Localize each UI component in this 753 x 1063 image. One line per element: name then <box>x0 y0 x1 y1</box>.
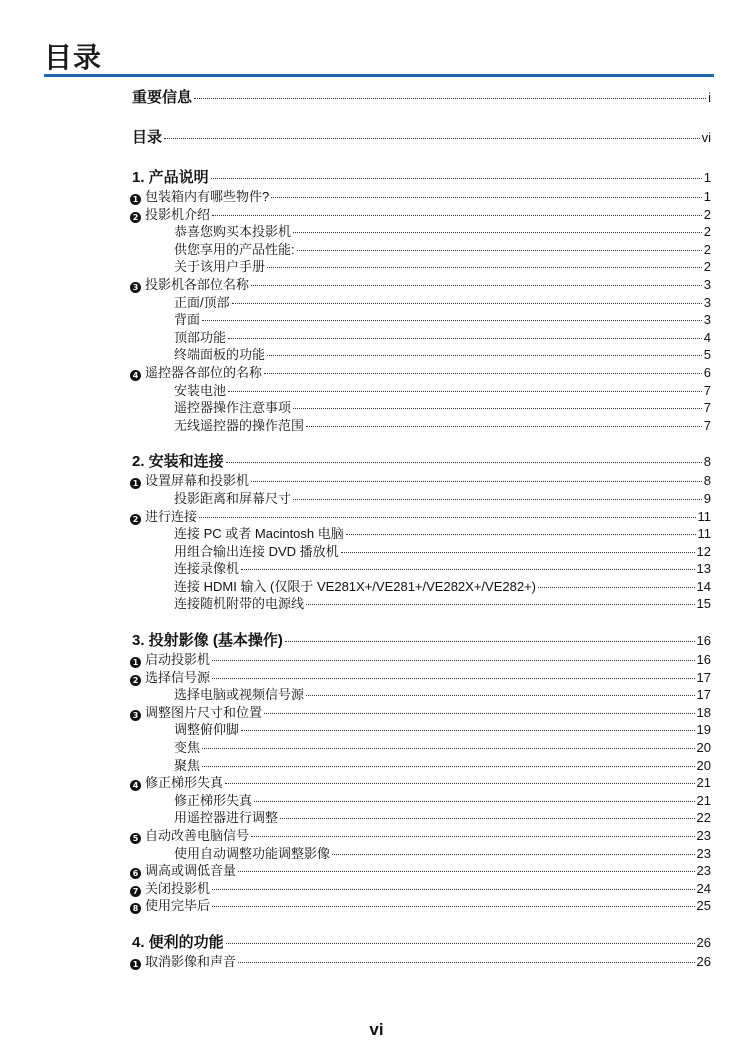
dot-leader <box>202 748 695 749</box>
dot-leader <box>332 854 695 855</box>
dot-leader <box>293 408 702 409</box>
entry-page-number: 2 <box>703 224 711 240</box>
entry-label: 修正梯形失真 <box>174 792 253 808</box>
entry-page-number: 23 <box>696 863 711 879</box>
entry-label: 取消影像和声音 <box>145 953 237 969</box>
entry-label: 设置屏幕和投影机 <box>145 473 250 489</box>
dot-leader <box>341 552 695 553</box>
toc-section-entry[interactable] <box>130 774 711 792</box>
toc-subsection-entry[interactable] <box>132 560 711 578</box>
entry-page-number: 1 <box>703 189 711 204</box>
dot-leader <box>225 783 695 784</box>
entry-label: 连接 HDMI 输入 (仅限于 VE281X+/VE281+/VE282X+/VE282+) <box>174 578 536 594</box>
entry-label: 连接 PC 或者 Macintosh 电脑 <box>174 526 344 542</box>
dot-leader <box>228 391 702 392</box>
entry-label: 调整俯仰脚 <box>174 722 240 738</box>
entry-label: 3. 投射影像 (基本操作) <box>132 632 283 650</box>
item-number-badge: 7 <box>130 886 141 897</box>
dot-leader <box>306 426 702 427</box>
entry-page-number: 8 <box>703 454 711 470</box>
toc-section-entry[interactable] <box>130 276 711 294</box>
entry-label: 终端面板的功能 <box>174 347 266 363</box>
dot-leader <box>297 250 702 251</box>
toc-subsection-entry[interactable] <box>132 809 711 827</box>
entry-page-number: 2 <box>703 206 711 222</box>
entry-page-number: 3 <box>703 312 711 328</box>
dot-leader <box>212 215 702 216</box>
toc-subsection-entry[interactable] <box>132 525 711 543</box>
entry-page-number: 9 <box>703 490 711 506</box>
item-number-badge: 2 <box>130 675 141 686</box>
item-number-badge: 2 <box>130 514 141 525</box>
entry-page-number: 21 <box>696 775 711 791</box>
entry-label: 1. 产品说明 <box>132 169 209 186</box>
entry-label: 连接录像机 <box>174 561 240 577</box>
toc-section-entry[interactable] <box>130 862 711 880</box>
entry-label: 2. 安装和连接 <box>132 453 224 471</box>
entry-label: 使用自动调整功能调整影像 <box>174 845 331 861</box>
toc-section-entry[interactable] <box>130 651 711 669</box>
entry-page-number: 25 <box>696 898 711 914</box>
footer-page-number: vi <box>369 1020 384 1039</box>
dot-leader <box>212 678 695 679</box>
entry-page-number: 3 <box>703 294 711 310</box>
toc-subsection-entry[interactable] <box>132 311 711 329</box>
entry-page-number: 19 <box>696 722 711 738</box>
toc-subsection-entry[interactable] <box>132 417 711 435</box>
dot-leader <box>346 534 696 535</box>
item-number-badge: 4 <box>130 370 141 381</box>
dot-leader <box>251 481 702 482</box>
entry-page-number: 16 <box>696 652 711 668</box>
dot-leader <box>164 138 700 139</box>
entry-label: 背面 <box>174 312 201 328</box>
toc-subsection-entry[interactable] <box>132 490 711 508</box>
dot-leader <box>232 303 702 304</box>
dot-leader <box>267 355 702 356</box>
toc-section-entry[interactable] <box>130 206 711 224</box>
entry-page-number: 16 <box>696 633 711 649</box>
entry-page-number: 17 <box>696 669 711 685</box>
toc-top-entry[interactable] <box>132 128 711 148</box>
dot-leader <box>267 267 702 268</box>
entry-label: 关于该用户手册 <box>174 259 266 275</box>
toc-subsection-entry[interactable] <box>132 258 711 276</box>
entry-page-number: 2 <box>703 259 711 275</box>
toc-subsection-entry[interactable] <box>132 686 711 704</box>
section-gap <box>132 434 711 452</box>
entry-label: 连接随机附带的电源线 <box>174 596 305 612</box>
table-of-contents <box>132 88 711 971</box>
entry-label: 用遥控器进行调整 <box>174 810 279 826</box>
toc-subsection-entry[interactable] <box>132 346 711 364</box>
entry-page-number: 2 <box>703 241 711 257</box>
toc-subsection-entry[interactable] <box>132 845 711 863</box>
entry-label: 关闭投影机 <box>145 880 211 896</box>
toc-subsection-entry[interactable] <box>132 329 711 347</box>
toc-section-entry[interactable] <box>130 472 711 490</box>
dot-leader <box>202 766 695 767</box>
dot-leader <box>306 604 695 605</box>
entry-page-number: 26 <box>696 934 711 950</box>
entry-page-number: 17 <box>696 687 711 703</box>
entry-page-number: 21 <box>696 792 711 808</box>
entry-label: 顶部功能 <box>174 329 227 345</box>
toc-chapter-entry[interactable] <box>132 168 711 188</box>
entry-page-number: 23 <box>696 845 711 861</box>
toc-subsection-entry[interactable] <box>132 543 711 561</box>
entry-page-number: 6 <box>703 364 711 380</box>
item-number-badge: 5 <box>130 833 141 844</box>
toc-subsection-entry[interactable] <box>132 739 711 757</box>
toc-section-entry[interactable] <box>130 827 711 845</box>
entry-page-number: 24 <box>696 880 711 896</box>
entry-page-number: 11 <box>697 526 711 542</box>
dot-leader <box>212 906 695 907</box>
item-number-badge: 3 <box>130 282 141 293</box>
entry-label: 恭喜您购买本投影机 <box>174 224 292 240</box>
toc-section-entry[interactable] <box>130 508 711 526</box>
entry-label: 启动投影机 <box>145 652 211 668</box>
dot-leader <box>212 660 695 661</box>
item-number-badge: 8 <box>130 903 141 914</box>
entry-label: 重要信息 <box>132 89 193 106</box>
entry-label: 4. 便利的功能 <box>132 933 224 951</box>
entry-page-number: 7 <box>703 382 711 398</box>
entry-label: 投影机介绍 <box>145 206 211 222</box>
section-gap <box>132 148 711 168</box>
item-number-badge: 6 <box>130 868 141 879</box>
toc-chapter-entry[interactable] <box>132 631 711 651</box>
entry-page-number: 5 <box>703 347 711 363</box>
entry-page-number: 13 <box>696 561 711 577</box>
dot-leader <box>264 713 695 714</box>
dot-leader <box>238 962 695 963</box>
entry-page-number: 23 <box>696 828 711 843</box>
dot-leader <box>212 889 695 890</box>
dot-leader <box>264 373 702 374</box>
entry-label: 变焦 <box>174 740 201 756</box>
entry-page-number: 1 <box>703 170 711 185</box>
entry-page-number: 22 <box>696 810 711 826</box>
item-number-badge: 2 <box>130 212 141 223</box>
item-number-badge: 3 <box>130 710 141 721</box>
entry-label: 修正梯形失真 <box>145 775 224 791</box>
entry-label: 用组合输出连接 DVD 播放机 <box>174 543 339 559</box>
item-number-badge: 1 <box>130 959 141 970</box>
toc-chapter-entry[interactable] <box>132 452 711 472</box>
section-gap <box>132 613 711 631</box>
entry-page-number: vi <box>701 130 711 145</box>
entry-label: 无线遥控器的操作范围 <box>174 417 305 433</box>
dot-leader <box>251 836 695 837</box>
entry-label: 供您享用的产品性能: <box>174 241 295 257</box>
toc-subsection-entry[interactable] <box>132 792 711 810</box>
dot-leader <box>199 517 695 518</box>
dot-leader <box>538 587 695 588</box>
toc-subsection-entry[interactable] <box>132 595 711 613</box>
toc-subsection-entry[interactable] <box>132 294 711 312</box>
dot-leader <box>293 232 702 233</box>
entry-page-number: 8 <box>703 473 711 489</box>
dot-leader <box>271 197 702 198</box>
dot-leader <box>238 871 695 872</box>
toc-top-entry[interactable] <box>132 88 711 108</box>
page-title: 目录 <box>44 41 103 74</box>
entry-label: 包装箱内有哪些物件? <box>145 189 270 204</box>
toc-section-entry[interactable] <box>130 880 711 898</box>
entry-label: 投影距离和屏幕尺寸 <box>174 490 292 506</box>
toc-section-entry[interactable] <box>130 953 711 971</box>
dot-leader <box>228 338 702 339</box>
toc-section-entry[interactable] <box>130 188 711 206</box>
dot-leader <box>226 462 702 463</box>
entry-page-number: 26 <box>696 953 711 969</box>
dot-leader <box>293 499 702 500</box>
entry-label: 投影机各部位名称 <box>145 276 250 292</box>
entry-label: 遥控器操作注意事项 <box>174 400 292 416</box>
toc-section-entry[interactable] <box>130 704 711 722</box>
entry-page-number: 11 <box>697 508 711 524</box>
title-rule <box>44 74 714 77</box>
entry-page-number: 14 <box>696 578 711 594</box>
entry-page-number: 4 <box>703 329 711 345</box>
entry-page-number: 7 <box>703 417 711 433</box>
item-number-badge: 1 <box>130 657 141 668</box>
toc-subsection-entry[interactable] <box>132 757 711 775</box>
entry-label: 使用完毕后 <box>145 898 211 914</box>
toc-subsection-entry[interactable] <box>132 382 711 400</box>
entry-label: 选择电脑或视频信号源 <box>174 687 305 703</box>
entry-page-number: 3 <box>703 276 711 292</box>
toc-section-entry[interactable] <box>130 897 711 915</box>
dot-leader <box>202 320 702 321</box>
entry-label: 聚焦 <box>174 757 201 773</box>
toc-subsection-entry[interactable] <box>132 399 711 417</box>
entry-label: 调高或调低音量 <box>145 863 237 879</box>
item-number-badge: 4 <box>130 780 141 791</box>
dot-leader <box>194 98 706 99</box>
entry-page-number: 12 <box>696 543 711 559</box>
section-gap <box>132 915 711 933</box>
entry-label: 遥控器各部位的名称 <box>145 364 263 380</box>
dot-leader <box>226 943 695 944</box>
toc-subsection-entry[interactable] <box>132 721 711 739</box>
entry-page-number: 15 <box>696 596 711 612</box>
toc-section-entry[interactable] <box>130 669 711 687</box>
toc-section-entry[interactable] <box>130 364 711 382</box>
entry-page-number: 20 <box>696 740 711 756</box>
entry-label: 进行连接 <box>145 508 198 524</box>
toc-subsection-entry[interactable] <box>132 241 711 259</box>
dot-leader <box>285 641 695 642</box>
toc-subsection-entry[interactable] <box>132 578 711 596</box>
dot-leader <box>241 569 695 570</box>
entry-page-number: 18 <box>696 704 711 720</box>
entry-label: 调整图片尺寸和位置 <box>145 704 263 720</box>
toc-chapter-entry[interactable] <box>132 933 711 953</box>
dot-leader <box>211 178 702 179</box>
toc-subsection-entry[interactable] <box>132 223 711 241</box>
entry-label: 安装电池 <box>174 382 227 398</box>
entry-page-number: 7 <box>703 400 711 416</box>
item-number-badge: 1 <box>130 194 141 205</box>
dot-leader <box>241 730 695 731</box>
section-gap <box>132 108 711 128</box>
entry-label: 目录 <box>132 129 163 146</box>
entry-label: 选择信号源 <box>145 669 211 685</box>
entry-label: 正面/顶部 <box>174 294 230 310</box>
dot-leader <box>280 818 695 819</box>
dot-leader <box>251 285 702 286</box>
dot-leader <box>254 801 695 802</box>
entry-label: 自动改善电脑信号 <box>145 828 250 843</box>
entry-page-number: 20 <box>696 757 711 773</box>
dot-leader <box>306 695 695 696</box>
entry-page-number: i <box>708 90 711 105</box>
item-number-badge: 1 <box>130 478 141 489</box>
